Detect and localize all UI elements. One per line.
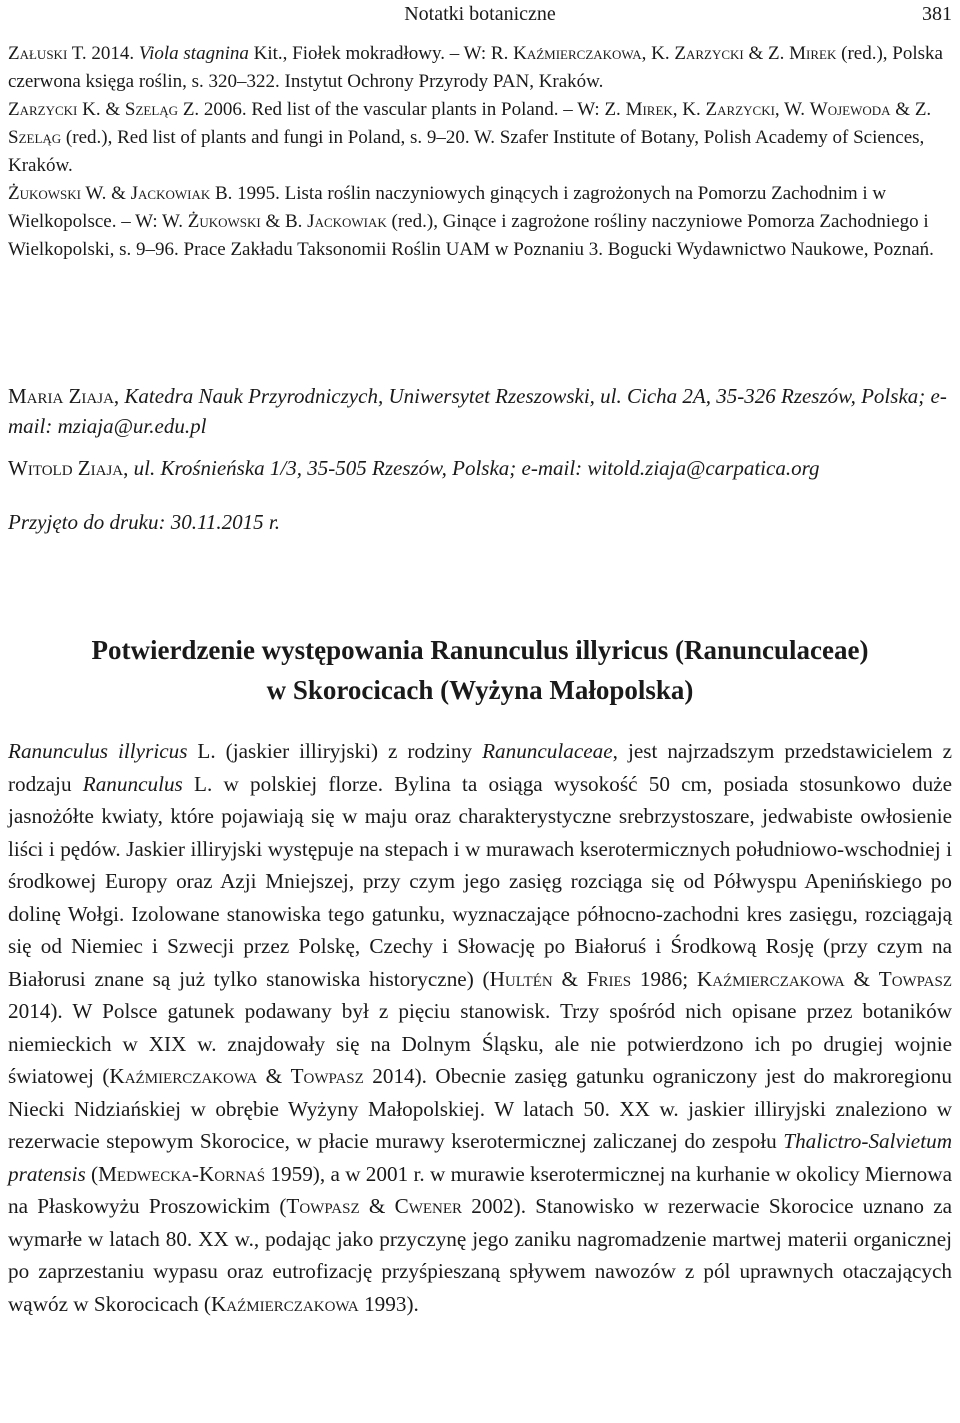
reference-list: [8, 40, 952, 264]
author-name: Witold Ziaja: [8, 456, 124, 480]
author-name: Maria Ziaja: [8, 384, 114, 408]
ref-text: (red.), Ginące i zagrożone rośliny naczyniowe Pomorza Zachodniego i Wielkopolski, s. 9–96. Prace Zakładu Taksonomii Roślin UAM w Poznaniu 3. Bogucki Wydawnictwo Naukowe, Poznań.: [8, 211, 934, 260]
cited-author: Towpasz: [878, 966, 952, 991]
body-text: 2002). Stanowisko w rezerwacie Skorocice uznano za wymarłe w latach 80. XX w., podając jako przyczynę jego zaniku nagromadzenie martwej materii organicznej po zaprzestaniu wypasu oraz eutrofizację przyśpieszaną spływem nawozów z pól uprawnych otaczających wąwóz w Skorocicach (: [8, 1194, 953, 1316]
ref-author: Szeląg: [8, 127, 62, 148]
ref-author: Jackowiak: [130, 183, 211, 204]
ref-text: , K.: [672, 99, 706, 120]
syntaxon-name: Thalictro-Salvietum pratensis: [8, 1129, 952, 1186]
ref-author: Załuski: [8, 43, 68, 64]
ref-text: & Z.: [890, 99, 932, 120]
cited-author: Medwecka-Kornaś: [98, 1161, 266, 1186]
cited-author: Kaźmierczakowa: [109, 1064, 258, 1088]
cited-author: Towpasz: [286, 1194, 360, 1218]
body-text: 2014). W Polsce gatunek podawany był z pięciu stanowisk. Trzy spośród nich opisane przez botaników niemieckich w XIX w. znajdowały się na Dolnym Śląsku, ale nie potwierdzono ich po drugiej wojnie światowej (: [8, 999, 952, 1088]
body-text: (: [85, 1161, 99, 1186]
body-text: &: [552, 966, 587, 991]
cited-author: Towpasz: [290, 1064, 364, 1088]
ref-text: , K.: [641, 43, 675, 64]
author-addresses: [8, 381, 952, 537]
running-header: [0, 0, 960, 28]
ref-author: Kaźmierczakowa: [513, 43, 642, 64]
accepted-date: [8, 507, 952, 537]
ref-text: B. 1995. Lista roślin naczyniowych ginących i zagrożonych na Pomorzu Zachodnim i w Wielkopolsce. – W: W.: [8, 183, 887, 232]
article-title-line: w Skorocicach (Wyżyna Małopolska): [266, 675, 694, 705]
ref-author: Szeląg: [124, 99, 179, 120]
article-body: [8, 735, 952, 1320]
body-text: 1993).: [358, 1291, 419, 1316]
ref-author: Wojewoda: [809, 99, 891, 120]
ref-author: Mirek: [625, 99, 673, 120]
article-title-line: Potwierdzenie występowania Ranunculus illyricus (Ranunculaceae): [91, 635, 869, 665]
body-text: 2014). Obecnie zasięg gatunku ograniczony jest do makroregionu Niecki Nidziańskiej w obrębie Wyżyny Małopolskiej. W latach 50. XX w. jaskier illiryjski znaleziono w rezerwacie stepowym Skorocice, w płacie murawy kserotermicznej zaliczanej do zespołu: [8, 1064, 952, 1153]
ref-text: , W.: [774, 99, 810, 120]
reference-item: [8, 96, 952, 180]
ref-text: Z. 2006. Red list of the vascular plants in Poland. – W: Z.: [178, 99, 626, 120]
ref-author: Żukowski: [8, 183, 81, 204]
ref-text: Kit., Fiołek mokradłowy. – W: R.: [248, 43, 514, 64]
cited-author: Hultén: [489, 966, 553, 991]
ref-text: & Z.: [743, 43, 790, 64]
author-address: [8, 381, 952, 441]
body-paragraph: [8, 735, 952, 1320]
cited-author: Cwener: [394, 1194, 463, 1218]
ref-author: Jackowiak: [307, 211, 387, 232]
reference-item: [8, 40, 952, 96]
taxon-name: Ranunculus: [82, 771, 183, 796]
taxon-name: Ranunculaceae: [482, 739, 613, 763]
reference-item: [8, 180, 952, 264]
body-text: 1986;: [631, 966, 697, 991]
journal-name: Notatki botaniczne: [404, 3, 556, 25]
body-text: L. (jaskier illiryjski) z rodziny: [187, 739, 483, 763]
page-number: 381: [922, 3, 952, 25]
affiliation: ul. Krośnieńska 1/3, 35-505 Rzeszów, Polska; e-mail: witold.ziaja@carpatica.org: [133, 456, 820, 480]
ref-author: Zarzycki: [8, 99, 78, 120]
ref-author: Mirek: [789, 43, 837, 64]
ref-text: (red.), Red list of plants and fungi in Poland, s. 9–20. W. Szafer Institute of Botany, Polish Academy of Sciences, Kraków.: [8, 127, 925, 176]
ref-author: Żukowski: [187, 211, 261, 232]
body-text: , jest najrzadszym przedstawicielem z rodzaju: [8, 739, 952, 796]
accepted-text: Przyjęto do druku: 30.11.2015 r.: [8, 510, 281, 534]
body-text: 1959), a w 2001 r. w murawie kserotermicznej na kurhanie w okolicy Miernowa na Płaskowyżu Proszowickim (: [8, 1161, 952, 1218]
cited-author: Kaźmierczakowa: [696, 966, 845, 991]
body-text: &: [257, 1064, 291, 1088]
cited-author: Kaźmierczakowa: [210, 1291, 359, 1316]
cited-author: Fries: [586, 966, 632, 991]
author-address: [8, 453, 952, 483]
ref-author: Zarzycki: [705, 99, 775, 120]
taxon-name: Ranunculus illyricus: [8, 739, 188, 763]
body-text: &: [844, 966, 879, 991]
ref-text: & B.: [260, 211, 308, 232]
ref-text: T. 2014.: [67, 43, 139, 64]
separator: ,: [123, 456, 134, 480]
body-text: &: [359, 1194, 395, 1218]
ref-text: W. &: [81, 183, 131, 204]
article-title: [8, 630, 952, 710]
body-text: L. w polskiej florze. Bylina ta osiąga wysokość 50 cm, posiada stosunkowo duże jasnożółte kwiaty, które pojawiają się w maju oraz charakterystyczne srebrzystoszare, jedwabiste owłosienie liści i pędów. Jaskier illiryjski występuje na stepach i w murawach kserotermicznych południowo-wschodniej i środkowej Europy oraz Azji Mniejszej, przy czym jego zasięg rozciąga się od Półwyspu Apenińskiego po dolinę Wołgi. Izolowane stanowiska tego gatunku, wyznaczające północno-zachodni kres zasięgu, rozciągają się od Niemiec i Szwecji przez Polskę, Czechy i Słowację po Białoruś i Środkową Rosję (przy czym na Białorusi znane są już tylko stanowiska historyczne) (: [8, 771, 952, 991]
ref-author: Zarzycki: [674, 43, 744, 64]
separator: ,: [113, 384, 125, 408]
ref-text: (red.), Polska czerwona księga roślin, s. 320–322. Instytut Ochrony Przyrody PAN, Kraków.: [8, 43, 943, 92]
ref-text: K. &: [77, 99, 125, 120]
affiliation: Katedra Nauk Przyrodniczych, Uniwersytet Rzeszowski, ul. Cicha 2A, 35-326 Rzeszów, Polska; e-mail: mziaja@ur.edu.pl: [8, 384, 947, 438]
ref-species: Viola stagnina: [138, 43, 249, 64]
